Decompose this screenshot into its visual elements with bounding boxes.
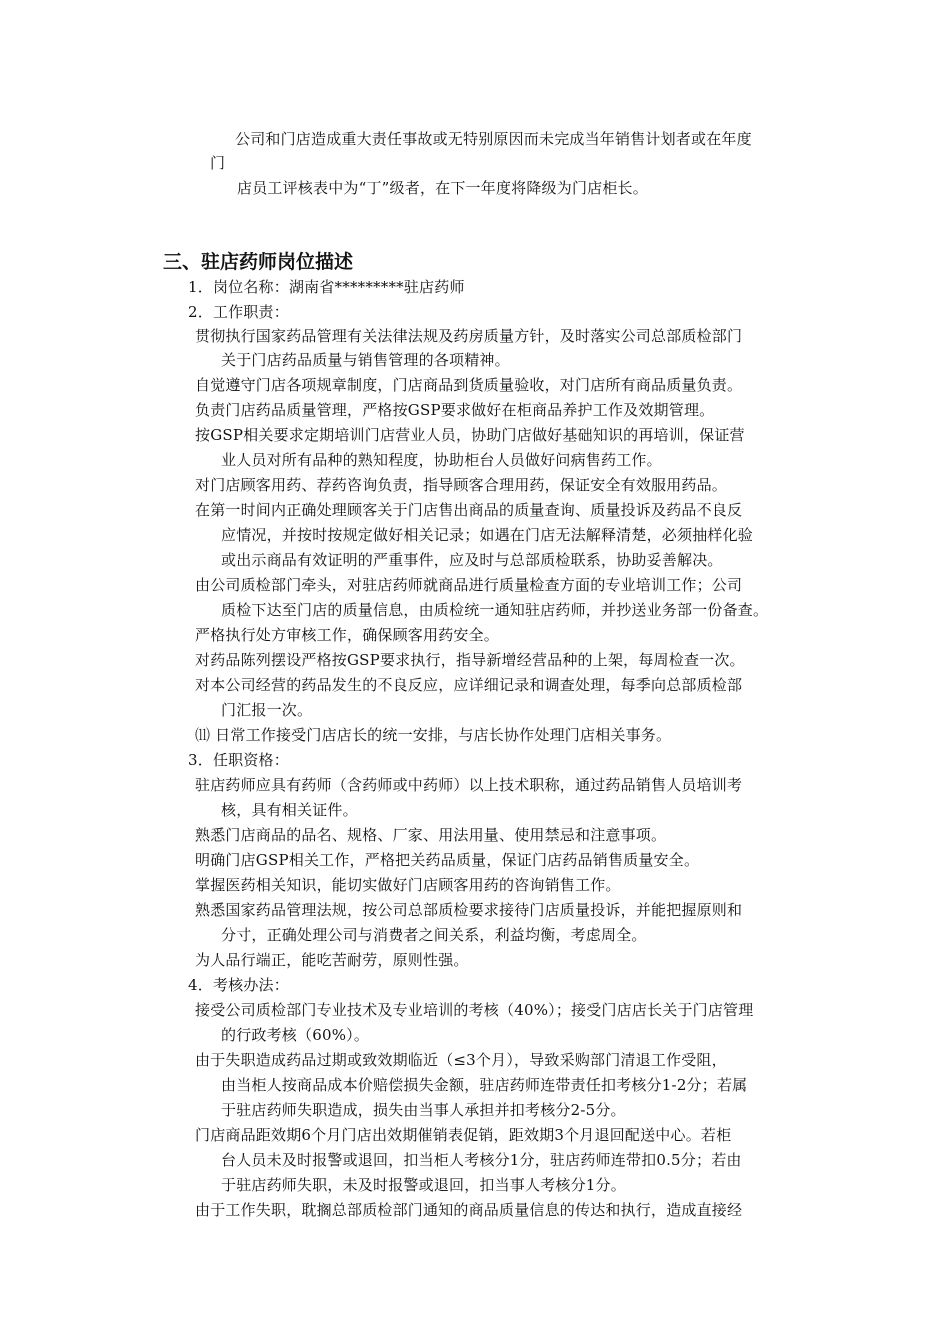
duty-line: 贯彻执行国家药品管理有关法律法规及药房质量方针，及时落实公司总部质检部门	[195, 327, 743, 345]
intro-line-3: 店员工评核表中为“丁”级者，在下一年度将降级为门店柜长。	[237, 179, 648, 197]
qualification-line: 核，具有相关证件。	[221, 801, 358, 819]
duty-line: 对门店顾客用药、荐药咨询负责，指导顾客合理用药，保证安全有效服用药品。	[195, 476, 728, 494]
duty-line: 业人员对所有品种的熟知程度，协助柜台人员做好问病售药工作。	[221, 451, 662, 469]
assessment-line: 于驻店药师失职造成，损失由当事人承担并扣考核分2-5分。	[221, 1101, 626, 1119]
duty-line: 关于门店药品质量与销售管理的各项精神。	[221, 351, 510, 369]
item-duties-heading: 2．工作职责：	[188, 303, 289, 321]
section-title: 三、驻店药师岗位描述	[163, 251, 354, 273]
duty-line: 自觉遵守门店各项规章制度，门店商品到货质量验收，对门店所有商品质量负责。	[195, 376, 743, 394]
duty-line: 门汇报一次。	[221, 701, 313, 719]
duty-line: 严格执行处方审核工作，确保顾客用药安全。	[195, 626, 500, 644]
assessment-line: 由当柜人按商品成本价赔偿损失金额，驻店药师连带责任扣考核分1-2分；若属	[221, 1076, 748, 1094]
duty-line: 应情况，并按时按规定做好相关记录；如遇在门店无法解释清楚，必须抽样化验	[221, 526, 754, 544]
assessment-line: 由于失职造成药品过期或致效期临近（≤3个月），导致采购部门清退工作受阻，	[195, 1051, 727, 1069]
duty-line: 在第一时间内正确处理顾客关于门店售出商品的质量查询、质量投诉及药品不良反	[195, 501, 743, 519]
qualification-line: 明确门店GSP相关工作，严格把关药品质量，保证门店药品销售质量安全。	[195, 851, 700, 869]
duty-line: 质检下达至门店的质量信息，由质检统一通知驻店药师，并抄送业务部一份备查。	[221, 601, 769, 619]
intro-line-2: 门	[210, 154, 226, 172]
qualification-line: 掌握医药相关知识，能切实做好门店顾客用药的咨询销售工作。	[195, 876, 621, 894]
qualification-line: 驻店药师应具有药师（含药师或中药师）以上技术职称，通过药品销售人员培训考	[195, 776, 743, 794]
item-assessment-heading: 4．考核办法：	[188, 976, 289, 994]
duty-line: 由公司质检部门牵头，对驻店药师就商品进行质量检查方面的专业培训工作；公司	[195, 576, 743, 594]
intro-line-1: 公司和门店造成重大责任事故或无特别原因而未完成当年销售计划者或在年度	[235, 130, 752, 148]
duty-line: ⑾ 日常工作接受门店店长的统一安排，与店长协作处理门店相关事务。	[195, 726, 672, 744]
duty-line: 对药品陈列摆设严格按GSP要求执行，指导新增经营品种的上架，每周检查一次。	[195, 651, 745, 669]
duty-line: 按GSP相关要求定期培训门店营业人员，协助门店做好基础知识的再培训，保证营	[195, 426, 745, 444]
item-qualifications-heading: 3．任职资格：	[188, 751, 289, 769]
qualification-line: 熟悉国家药品管理法规，按公司总部质检要求接待门店质量投诉，并能把握原则和	[195, 901, 743, 919]
assessment-line: 于驻店药师失职，未及时报警或退回，扣当事人考核分1分。	[221, 1176, 626, 1194]
assessment-line: 的行政考核（60%）。	[221, 1026, 370, 1044]
assessment-line: 接受公司质检部门专业技术及专业培训的考核（40%）；接受门店店长关于门店管理	[195, 1001, 754, 1019]
qualification-line: 为人品行端正，能吃苦耐劳，原则性强。	[195, 951, 469, 969]
qualification-line: 分寸，正确处理公司与消费者之间关系，利益均衡，考虑周全。	[221, 926, 647, 944]
duty-line: 或出示商品有效证明的严重事件，应及时与总部质检联系，协助妥善解决。	[221, 551, 723, 569]
duty-line: 对本公司经营的药品发生的不良反应，应详细记录和调查处理，每季向总部质检部	[195, 676, 743, 694]
assessment-line: 门店商品距效期6个月门店出效期催销表促销，距效期3个月退回配送中心。若柜	[195, 1126, 732, 1144]
duty-line: 负责门店药品质量管理，严格按GSP要求做好在柜商品养护工作及效期管理。	[195, 401, 715, 419]
assessment-line: 台人员未及时报警或退回，扣当柜人考核分1分，驻店药师连带扣0.5分；若由	[221, 1151, 742, 1169]
qualification-line: 熟悉门店商品的品名、规格、厂家、用法用量、使用禁忌和注意事项。	[195, 826, 667, 844]
assessment-line: 由于工作失职，耽搁总部质检部门通知的商品质量信息的传达和执行，造成直接经	[195, 1201, 743, 1219]
item-job-title: 1．岗位名称：湖南省*********驻店药师	[188, 278, 465, 296]
